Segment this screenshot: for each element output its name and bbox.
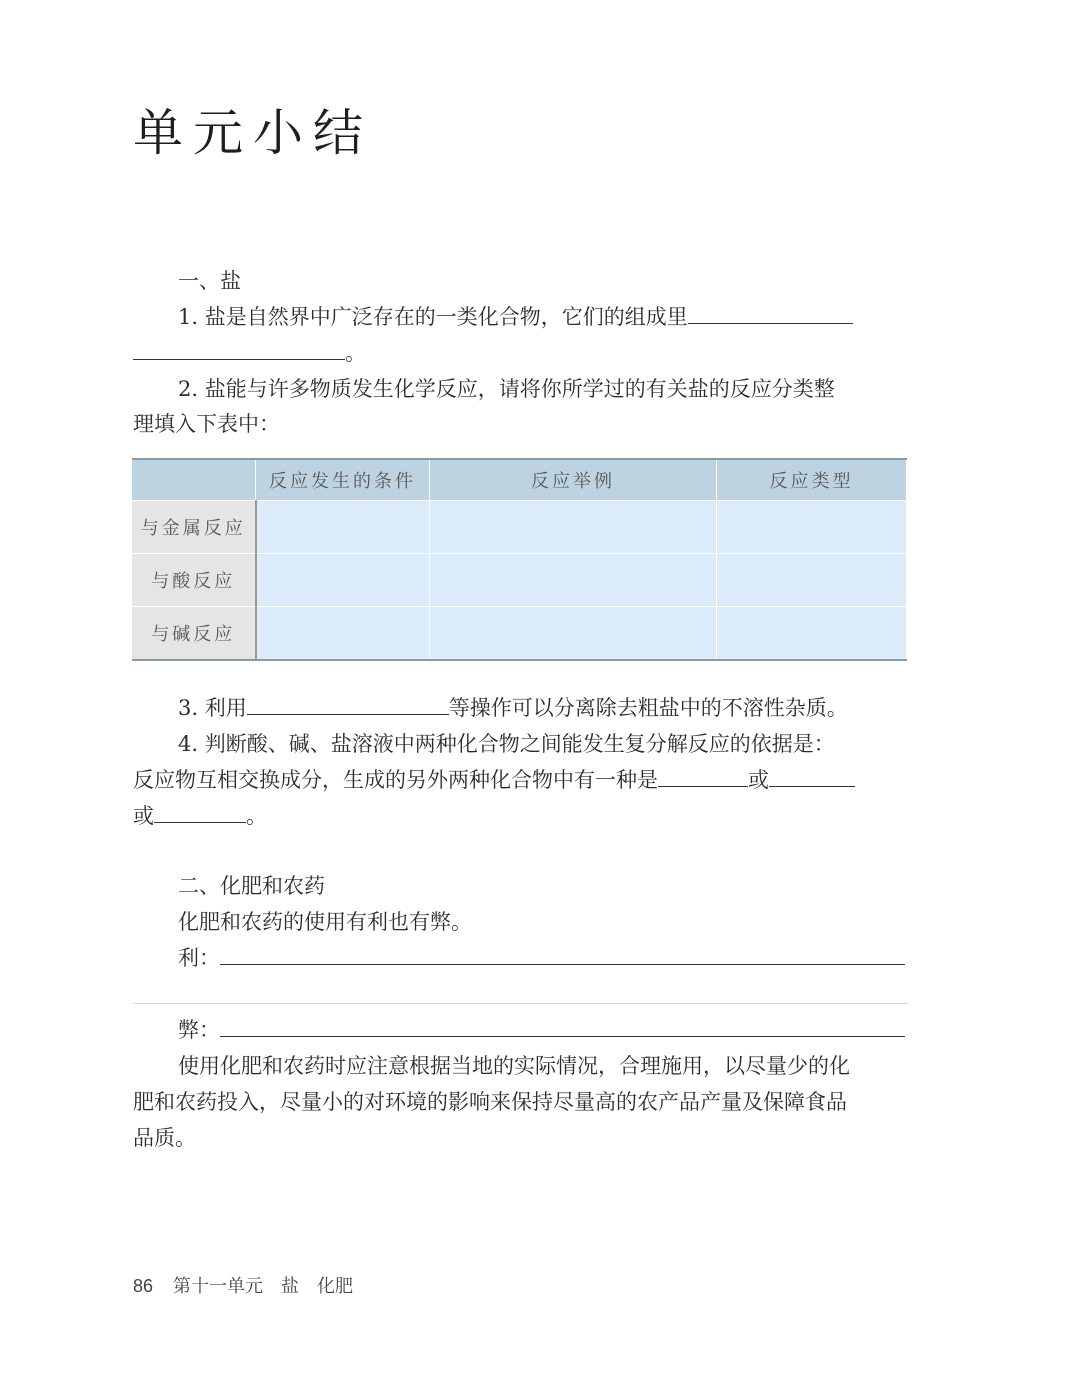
answer-blank[interactable] [658,764,748,787]
answer-rule [133,1003,908,1004]
table-header-row [132,459,907,501]
answer-blank[interactable] [220,1014,905,1037]
paragraph-line: 使用化肥和农药时应注意根据当地的实际情况，合理施用，以尽量少的化 [178,1054,850,1078]
page-footer [133,1272,353,1298]
item2-line1: 2. 盐能与许多物质发生化学反应，请将你所学过的有关盐的反应分类整 [178,377,835,401]
section2-heading: 二、化肥和农药 [178,874,325,898]
table-header: 反应发生的条件 [256,459,430,501]
table-cell[interactable] [430,607,717,661]
pro-label: 利： [178,946,220,970]
answer-blank[interactable] [154,800,246,823]
item4-text: 反应物互相交换成分，生成的另外两种化合物中有一种是 [133,768,658,792]
answer-blank[interactable] [247,692,449,715]
table-cell[interactable] [256,607,430,661]
item1-line1 [178,299,953,335]
answer-blank[interactable] [133,337,345,360]
table-row-label: 与金属反应 [132,501,256,554]
table-cell[interactable] [717,501,907,554]
table-cell[interactable] [256,554,430,607]
footer-topic: 化肥 [317,1276,354,1296]
table-row [132,501,907,554]
con-label: 弊： [178,1018,220,1042]
item4-or: 或 [133,804,154,828]
table-row-label: 与酸反应 [132,554,256,607]
section2-intro: 化肥和农药的使用有利也有弊。 [178,910,472,934]
item3-text-end: 等操作可以分离除去粗盐中的不溶性杂质。 [448,696,848,720]
item1-line2 [133,335,908,371]
table-header: 反应举例 [430,459,717,501]
item3-line [178,690,953,726]
item2-line2: 理填入下表中： [133,412,280,436]
table-cell[interactable] [256,501,430,554]
table-header: 反应类型 [717,459,907,501]
paragraph-line: 肥和农药投入，尽量小的对环境的影响来保持尽量高的农产品产量及保障食品 [133,1090,847,1114]
table-row-label: 与碱反应 [132,607,256,661]
item4-line3 [133,798,908,834]
section1-heading: 一、盐 [178,269,241,293]
footer-unit: 第十一单元 [173,1276,264,1296]
table-cell[interactable] [430,554,717,607]
footer-topic: 盐 [281,1276,300,1296]
table-corner [132,459,256,501]
paragraph-line: 品质。 [133,1126,196,1150]
reaction-table [132,458,907,661]
table-row [132,554,907,607]
answer-blank[interactable] [220,942,905,965]
table-cell[interactable] [430,501,717,554]
pro-line [178,940,908,976]
table-row [132,607,907,661]
item4-line2 [133,762,908,798]
item4-end: 。 [246,804,267,828]
page-title: 单元小结 [133,104,373,162]
item4-line1: 4. 判断酸、碱、盐溶液中两种化合物之间能发生复分解反应的依据是： [178,732,835,756]
page-number: 86 [133,1276,154,1296]
item1-text: 1. 盐是自然界中广泛存在的一类化合物，它们的组成里 [178,305,688,329]
item3-text: 3. 利用 [178,696,247,720]
item4-or: 或 [748,768,769,792]
table-cell[interactable] [717,554,907,607]
item1-end: 。 [345,341,366,365]
table-cell[interactable] [717,607,907,661]
con-line [178,1012,908,1048]
answer-blank[interactable] [688,301,853,324]
answer-blank[interactable] [769,764,855,787]
